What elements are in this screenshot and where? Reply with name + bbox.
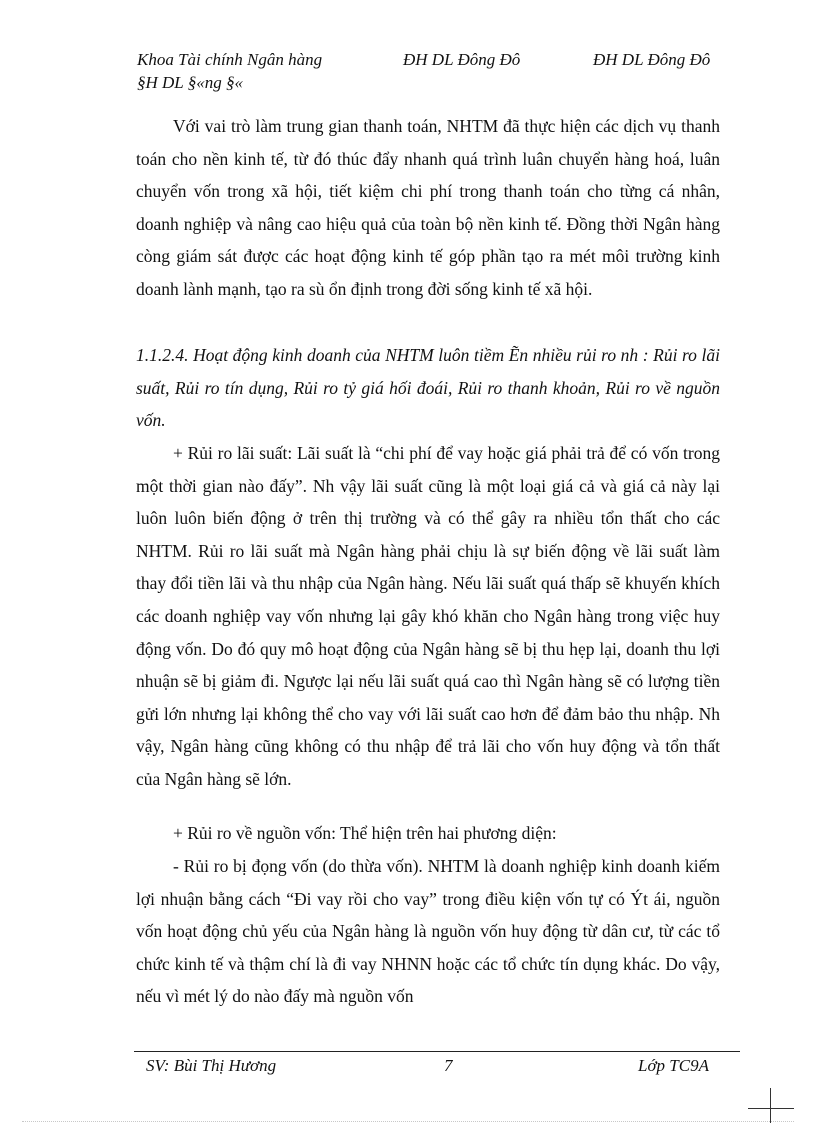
header-department: Khoa Tài chính Ngân hàng [137, 50, 323, 69]
section-heading: 1.1.2.4. Hoạt động kinh doanh của NHTM luôn tiềm Ẽn nhiều rủi ro nh : Rủi ro lãi suất, Rủi ro tín dụng, Rủi ro tỷ giá hối đoái, Rủi ro thanh khoản, Rủi ro về nguồn vốn. [136, 345, 720, 431]
page-edge-dotted-line [22, 1121, 794, 1122]
header-school-garbled: §H DL §«ng §« [137, 73, 243, 92]
footer-page-number: 7 [444, 1056, 453, 1075]
header-school-repeat: ĐH DL Đông Đô [593, 50, 711, 69]
crop-mark-horizontal [748, 1108, 794, 1109]
paragraph-capital-risk-intro: + Rủi ro về nguồn vốn: Thể hiện trên hai phương diện: [173, 823, 557, 843]
paragraph-payment-intermediary: Với vai trò làm trung gian thanh toán, NHTM đã thực hiện các dịch vụ thanh toán cho nền kinh tế, từ đó thúc đẩy nhanh quá trình luân chuyển hàng hoá, luân chuyển vốn trong xã hội, tiết kiệm chi phí trong thanh toán cho từng cá nhân, doanh nghiệp và nâng cao hiệu quả của toàn bộ nền kinh tế. Đồng thời Ngân hàng còng giám sát được các hoạt động kinh tế góp phần tạo ra mét môi trường kinh doanh lành mạnh, tạo ra sù ổn định trong đời sống kinh tế xã hội. [136, 116, 720, 299]
header-school: ĐH DL Đông Đô [403, 50, 521, 69]
footer-class: Lớp TC9A [638, 1056, 709, 1075]
crop-mark-vertical [770, 1088, 771, 1123]
footer-divider [134, 1051, 740, 1052]
footer-student: SV: Bùi Thị Hương [146, 1056, 277, 1075]
paragraph-idle-capital-risk: - Rủi ro bị đọng vốn (do thừa vốn). NHTM là doanh nghiệp kinh doanh kiếm lợi nhuận bằng cách “Đi vay rồi cho vay” trong điều kiện vốn tự có Ýt ái, nguồn vốn hoạt động chủ yếu của Ngân hàng là nguồn vốn huy động từ dân cư, từ các tổ chức kinh tế và thậm chí là đi vay NHNN hoặc các tổ chức tín dụng khác. Do vậy, nếu vì mét lý do nào đấy mà nguồn vốn [136, 856, 720, 1007]
paragraph-interest-rate-risk: + Rủi ro lãi suất: Lãi suất là “chi phí để vay hoặc giá phải trả để có vốn trong một thời gian nào đấy”. Nh vậy lãi suất cũng là một loại giá cả và giá cả này lại luôn luôn biến động ở trên thị trường và có thể gây ra nhiều tổn thất cho các NHTM. Rủi ro lãi suất mà Ngân hàng phải chịu là sự biến động về lãi suất làm thay đổi tiền lãi và thu nhập của Ngân hàng. Nếu lãi suất quá thấp sẽ khuyến khích các doanh nghiệp vay vốn nhưng lại gây khó khăn cho Ngân hàng trong việc huy động vốn. Do đó quy mô hoạt động của Ngân hàng sẽ bị thu hẹp lại, doanh thu lợi nhuận sẽ bị giảm đi. Ngược lại nếu lãi suất quá cao thì Ngân hàng sẽ có lượng tiền gửi lớn nhưng lại không thể cho vay với lãi suất cao hơn để đảm bảo thu nhập. Nh vậy, Ngân hàng cũng không có thu nhập để trả lãi cho vốn huy động và tổn thất của Ngân hàng sẽ lớn. [136, 443, 720, 789]
